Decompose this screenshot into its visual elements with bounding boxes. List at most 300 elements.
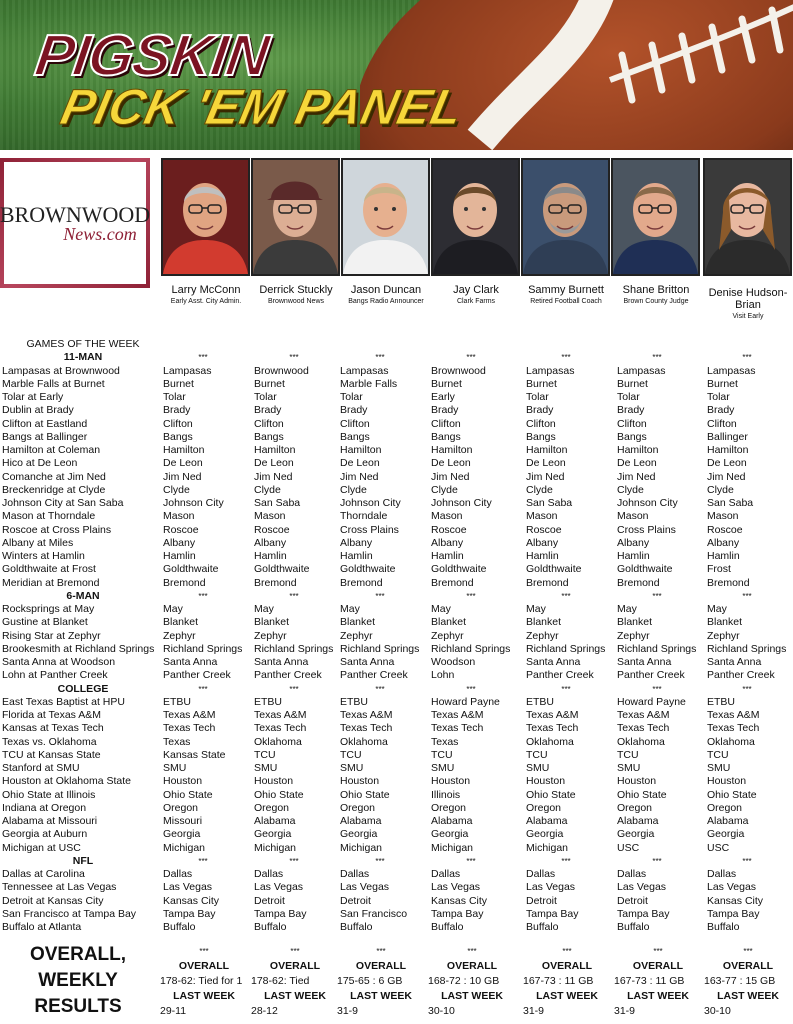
panelist-role: Bangs Radio Announcer bbox=[348, 298, 424, 305]
last-week-record: 31-9 bbox=[614, 1005, 636, 1017]
divider bbox=[0, 150, 793, 158]
pick-cell: Bremond bbox=[163, 576, 206, 589]
pick-cell: ETBU bbox=[163, 695, 192, 708]
banner-title: PIGSKIN bbox=[31, 23, 273, 88]
pick-cell: Dallas bbox=[431, 868, 461, 880]
pick-cell: SMU bbox=[163, 762, 187, 774]
game-row: Michigan at USC bbox=[2, 841, 81, 854]
pick-cell: Hamilton bbox=[431, 444, 473, 456]
pick-cell: Goldthwaite bbox=[340, 563, 396, 576]
section-stars: *** bbox=[652, 353, 662, 363]
panelist-name: Larry McConn bbox=[171, 284, 241, 296]
picks-column bbox=[526, 338, 606, 934]
overall-record: 175-65 : 6 GB bbox=[337, 975, 403, 987]
pick-cell: Santa Anna bbox=[617, 656, 672, 668]
pick-cell: De Leon bbox=[431, 457, 471, 470]
pick-cell: SMU bbox=[254, 762, 278, 774]
pick-cell: Hamlin bbox=[163, 550, 196, 562]
pick-cell: Jim Ned bbox=[340, 470, 379, 483]
panelist-name: Derrick Stuckly bbox=[259, 284, 333, 296]
section-stars: *** bbox=[375, 591, 385, 601]
pick-cell: Cross Plains bbox=[617, 523, 676, 536]
pick-cell: ETBU bbox=[340, 695, 369, 708]
pick-cell: ETBU bbox=[526, 695, 555, 708]
pick-cell: TCU bbox=[254, 748, 276, 761]
game-row: East Texas Baptist at HPU bbox=[2, 695, 125, 708]
pick-cell: Mason bbox=[163, 510, 195, 523]
pick-cell: Detroit bbox=[526, 894, 557, 907]
pick-cell: Richland Springs bbox=[254, 642, 334, 655]
section-header: 11-MAN bbox=[63, 351, 103, 364]
pick-cell: Oklahoma bbox=[340, 735, 388, 748]
pick-cell: Brady bbox=[431, 404, 459, 417]
pick-cell: Blanket bbox=[254, 616, 290, 629]
pick-cell: May bbox=[340, 603, 360, 615]
pick-cell: Burnet bbox=[431, 377, 462, 390]
pick-cell: Johnson City bbox=[163, 497, 224, 509]
panelist-role: Retired Football Coach bbox=[530, 298, 602, 305]
pick-cell: Santa Anna bbox=[254, 656, 309, 668]
pick-cell: Bremond bbox=[526, 576, 569, 589]
overall-label: OVERALL bbox=[178, 960, 230, 972]
panelist-name: Shane Britton bbox=[622, 284, 690, 296]
pick-cell: Las Vegas bbox=[163, 881, 213, 894]
pick-cell: Brownwood bbox=[254, 364, 309, 377]
game-row: Clifton at Eastland bbox=[2, 417, 88, 430]
pick-cell: Texas Tech bbox=[431, 722, 484, 735]
pick-cell: Tampa Bay bbox=[526, 907, 579, 920]
pick-cell: Goldthwaite bbox=[254, 563, 310, 576]
games-header: GAMES OF THE WEEK bbox=[26, 338, 140, 350]
pick-cell: Clifton bbox=[431, 417, 461, 430]
pick-cell: Dallas bbox=[163, 868, 193, 880]
panelist-photo bbox=[431, 158, 520, 276]
pick-cell: Thorndale bbox=[340, 510, 388, 523]
pick-cell: Tolar bbox=[617, 391, 640, 403]
pick-cell: Kansas City bbox=[431, 894, 488, 907]
section-stars: *** bbox=[742, 591, 752, 601]
section-stars: *** bbox=[289, 353, 299, 363]
pick-cell: Dallas bbox=[526, 868, 556, 880]
pick-cell: Hamilton bbox=[526, 444, 568, 456]
pick-cell: Blanket bbox=[340, 616, 376, 629]
section-stars: *** bbox=[466, 856, 476, 866]
pick-cell: SMU bbox=[431, 762, 455, 774]
pick-cell: Bangs bbox=[526, 430, 556, 443]
pick-cell: Buffalo bbox=[340, 921, 373, 933]
pick-cell: Roscoe bbox=[431, 523, 467, 536]
pick-cell: Georgia bbox=[707, 828, 745, 841]
pick-cell: Tolar bbox=[707, 391, 730, 403]
game-row: Detroit at Kansas City bbox=[2, 894, 104, 907]
pick-cell: Mason bbox=[617, 510, 649, 523]
pick-cell: Alabama bbox=[254, 815, 296, 827]
pick-cell: Blanket bbox=[707, 616, 743, 629]
pick-cell: Las Vegas bbox=[526, 881, 576, 894]
pick-cell: Brady bbox=[707, 404, 735, 417]
pick-cell: Johnson City bbox=[617, 497, 678, 509]
panelist-card bbox=[161, 158, 251, 306]
result-stars: *** bbox=[199, 947, 209, 956]
game-row: Roscoe at Cross Plains bbox=[2, 523, 112, 536]
pick-cell: Michigan bbox=[254, 841, 297, 854]
pick-cell: Panther Creek bbox=[254, 669, 322, 682]
pick-cell: San Saba bbox=[707, 497, 754, 509]
pick-cell: May bbox=[254, 603, 274, 615]
pick-cell: Texas Tech bbox=[163, 722, 216, 735]
section-stars: *** bbox=[198, 856, 208, 866]
last-week-record: 29-11 bbox=[160, 1005, 187, 1017]
pick-cell: Zephyr bbox=[526, 629, 559, 642]
pick-cell: SMU bbox=[526, 762, 550, 774]
pick-cell: Hamlin bbox=[707, 550, 740, 562]
pick-cell: Goldthwaite bbox=[431, 563, 487, 576]
game-row: Johnson City at San Saba bbox=[2, 497, 124, 509]
picks-column bbox=[431, 338, 511, 934]
pick-cell: Roscoe bbox=[254, 523, 290, 536]
overall-label: OVERALL bbox=[269, 960, 321, 972]
section-header: COLLEGE bbox=[57, 682, 109, 695]
game-row: Gustine at Blanket bbox=[2, 616, 88, 629]
pick-cell: Alabama bbox=[617, 815, 659, 827]
last-week-label: LAST WEEK bbox=[627, 990, 689, 1002]
pick-cell: Hamlin bbox=[617, 550, 650, 562]
overall-label: OVERALL bbox=[446, 960, 498, 972]
pick-cell: TCU bbox=[340, 748, 362, 761]
pick-cell: Oregon bbox=[526, 801, 562, 814]
game-row: Kansas at Texas Tech bbox=[2, 722, 104, 735]
pick-cell: Georgia bbox=[431, 828, 469, 841]
section-stars: *** bbox=[289, 591, 299, 601]
pick-cell: Johnson City bbox=[340, 497, 401, 509]
pick-cell: Las Vegas bbox=[340, 881, 390, 894]
game-row: TCU at Kansas State bbox=[2, 748, 101, 761]
pick-cell: Albany bbox=[707, 536, 740, 549]
panelist-role: Visit Early bbox=[732, 313, 764, 320]
panelist-role: Early Asst. City Admin. bbox=[170, 298, 242, 305]
pick-cell: Alabama bbox=[526, 815, 568, 827]
pick-cell: Woodson bbox=[431, 656, 476, 668]
section-stars: *** bbox=[742, 353, 752, 363]
game-row: Stanford at SMU bbox=[2, 762, 80, 774]
section-stars: *** bbox=[466, 591, 476, 601]
game-row: Winters at Hamlin bbox=[2, 550, 85, 562]
pick-cell: Richland Springs bbox=[163, 642, 243, 655]
pick-cell: Bangs bbox=[254, 430, 284, 443]
pick-cell: Lampasas bbox=[707, 364, 756, 377]
game-row: Buffalo at Atlanta bbox=[2, 921, 82, 933]
pick-cell: Brady bbox=[617, 404, 645, 417]
pick-cell: Buffalo bbox=[163, 921, 196, 933]
pick-cell: Clyde bbox=[163, 483, 190, 496]
pick-cell: Detroit bbox=[340, 894, 371, 907]
last-week-label: LAST WEEK bbox=[264, 990, 326, 1002]
pick-cell: Goldthwaite bbox=[617, 563, 673, 576]
panelist-photo bbox=[161, 158, 250, 276]
pick-cell: Texas A&M bbox=[431, 709, 484, 721]
sponsor-tagline: News.com bbox=[63, 223, 137, 244]
result-block bbox=[160, 944, 248, 1019]
pick-cell: Texas bbox=[431, 735, 459, 748]
pick-cell: Ballinger bbox=[707, 430, 748, 443]
pick-cell: Houston bbox=[340, 775, 380, 788]
pick-cell: Alabama bbox=[431, 815, 473, 827]
pick-cell: Clyde bbox=[526, 483, 553, 496]
pick-cell: Texas Tech bbox=[254, 722, 307, 735]
section-header: 6-MAN bbox=[66, 589, 100, 602]
game-row: Dublin at Brady bbox=[2, 404, 74, 417]
pick-cell: Clifton bbox=[254, 417, 284, 430]
pick-cell: TCU bbox=[431, 748, 453, 761]
pick-cell: Zephyr bbox=[431, 629, 464, 642]
pick-cell: Alabama bbox=[707, 815, 749, 827]
pick-cell: Richland Springs bbox=[431, 642, 511, 655]
pick-cell: Ohio State bbox=[526, 788, 576, 801]
pick-cell: Bangs bbox=[617, 430, 647, 443]
pick-cell: Albany bbox=[163, 536, 196, 549]
result-block bbox=[428, 944, 516, 1019]
pick-cell: Albany bbox=[431, 536, 464, 549]
pick-cell: Clifton bbox=[617, 417, 647, 430]
pick-cell: Texas Tech bbox=[707, 722, 760, 735]
panelist-photo bbox=[703, 158, 792, 276]
pick-cell: Tampa Bay bbox=[431, 907, 484, 920]
panelist-photo bbox=[341, 158, 430, 276]
pick-cell: Mason bbox=[526, 510, 558, 523]
pick-cell: San Francisco bbox=[340, 907, 408, 920]
panelist-role: Brown County Judge bbox=[623, 298, 689, 305]
pick-cell: Texas Tech bbox=[617, 722, 670, 735]
pick-cell: Tolar bbox=[254, 391, 277, 403]
pick-cell: Tampa Bay bbox=[254, 907, 307, 920]
overall-label: OVERALL bbox=[632, 960, 684, 972]
overall-record: 168-72 : 10 GB bbox=[428, 975, 500, 987]
pick-cell: Richland Springs bbox=[617, 642, 697, 655]
pick-cell: Clifton bbox=[707, 417, 737, 430]
pick-cell: Brady bbox=[526, 404, 554, 417]
pick-cell: Lampasas bbox=[526, 364, 575, 377]
game-row: Rocksprings at May bbox=[2, 603, 95, 615]
result-stars: *** bbox=[653, 947, 663, 956]
pick-cell: Texas A&M bbox=[617, 709, 670, 721]
pick-cell: Blanket bbox=[163, 616, 199, 629]
pick-cell: Zephyr bbox=[707, 629, 740, 642]
panelist-role: Clark Farms bbox=[456, 298, 496, 305]
game-row: Houston at Oklahoma State bbox=[2, 775, 131, 788]
pick-cell: ETBU bbox=[254, 695, 283, 708]
pick-cell: Clyde bbox=[431, 483, 458, 496]
game-row: Comanche at Jim Ned bbox=[2, 470, 106, 483]
section-stars: *** bbox=[466, 684, 476, 694]
panelist-card bbox=[703, 158, 793, 321]
picks-column bbox=[340, 338, 420, 934]
pick-cell: Georgia bbox=[617, 828, 655, 841]
pick-cell: Mason bbox=[431, 510, 463, 523]
game-row: Rising Star at Zephyr bbox=[2, 629, 101, 642]
pick-cell: Bangs bbox=[163, 430, 193, 443]
panelist-photo bbox=[521, 158, 610, 276]
pick-cell: Tampa Bay bbox=[707, 907, 760, 920]
pick-cell: Bangs bbox=[431, 430, 461, 443]
pick-cell: Roscoe bbox=[163, 523, 199, 536]
pick-cell: Buffalo bbox=[254, 921, 287, 933]
pick-cell: Hamlin bbox=[340, 550, 373, 562]
sponsor-logo bbox=[0, 158, 150, 288]
pick-cell: Hamilton bbox=[163, 444, 205, 456]
pick-cell: Houston bbox=[617, 775, 657, 788]
result-block bbox=[251, 944, 339, 1019]
game-row: Ohio State at Illinois bbox=[2, 788, 96, 801]
pick-cell: Panther Creek bbox=[526, 669, 594, 682]
overall-record: 178-62: Tied for 1 bbox=[160, 975, 243, 987]
pick-cell: Georgia bbox=[340, 828, 378, 841]
pick-cell: Ohio State bbox=[254, 788, 304, 801]
last-week-record: 30-10 bbox=[428, 1005, 455, 1017]
pick-cell: Frost bbox=[707, 563, 731, 576]
pick-cell: Michigan bbox=[340, 841, 383, 854]
pick-cell: Santa Anna bbox=[526, 656, 581, 668]
section-stars: *** bbox=[198, 353, 208, 363]
pick-cell: Brady bbox=[163, 404, 191, 417]
panelist-photo bbox=[611, 158, 700, 276]
result-stars: *** bbox=[562, 947, 572, 956]
pick-cell: TCU bbox=[617, 748, 639, 761]
pick-cell: Panther Creek bbox=[163, 669, 231, 682]
pick-cell: Burnet bbox=[163, 377, 194, 390]
pick-cell: Panther Creek bbox=[340, 669, 408, 682]
pick-cell: SMU bbox=[340, 762, 364, 774]
pick-cell: Blanket bbox=[526, 616, 562, 629]
pick-cell: Detroit bbox=[617, 894, 648, 907]
pick-cell: Marble Falls bbox=[340, 377, 398, 390]
pick-cell: Texas Tech bbox=[340, 722, 393, 735]
sponsor-name: BROWNWOOD bbox=[0, 201, 151, 227]
panelist-name: Jay Clark bbox=[453, 284, 499, 296]
pick-cell: Blanket bbox=[431, 616, 467, 629]
pick-cell: Jim Ned bbox=[526, 470, 565, 483]
game-row: Dallas at Carolina bbox=[2, 868, 85, 880]
pick-cell: Ohio State bbox=[707, 788, 757, 801]
pick-cell: De Leon bbox=[617, 457, 657, 470]
pick-cell: Georgia bbox=[526, 828, 564, 841]
pick-cell: Zephyr bbox=[340, 629, 373, 642]
last-week-record: 30-10 bbox=[704, 1005, 731, 1017]
pick-cell: Brady bbox=[340, 404, 368, 417]
game-row: Marble Falls at Burnet bbox=[2, 377, 105, 390]
section-stars: *** bbox=[375, 856, 385, 866]
pick-cell: Bremond bbox=[254, 576, 297, 589]
pick-cell: San Saba bbox=[526, 497, 573, 509]
pick-cell: Illinois bbox=[431, 788, 461, 801]
overall-record: 163-77 : 15 GB bbox=[704, 975, 776, 987]
section-stars: *** bbox=[742, 684, 752, 694]
pick-cell: Panther Creek bbox=[707, 669, 775, 682]
pick-cell: Kansas City bbox=[163, 894, 220, 907]
pick-cell: Santa Anna bbox=[340, 656, 395, 668]
pick-cell: Hamilton bbox=[707, 444, 749, 456]
pick-cell: Jim Ned bbox=[707, 470, 746, 483]
pick-cell: Texas A&M bbox=[163, 709, 216, 721]
pick-cell: Cross Plains bbox=[340, 523, 399, 536]
pick-cell: Buffalo bbox=[707, 921, 740, 933]
banner-subtitle: PICK 'EM PANEL bbox=[56, 79, 468, 135]
panelist-card bbox=[341, 158, 431, 306]
pick-cell: San Saba bbox=[254, 497, 301, 509]
section-stars: *** bbox=[561, 856, 571, 866]
panelist-name: Denise Hudson-Brian bbox=[708, 287, 788, 311]
pick-cell: Buffalo bbox=[526, 921, 559, 933]
pick-cell: Richland Springs bbox=[707, 642, 787, 655]
pick-cell: Las Vegas bbox=[617, 881, 667, 894]
pick-cell: Goldthwaite bbox=[163, 563, 219, 576]
pick-cell: Missouri bbox=[163, 815, 203, 827]
section-stars: *** bbox=[289, 856, 299, 866]
pick-cell: Kansas State bbox=[163, 748, 226, 761]
result-stars: *** bbox=[376, 947, 386, 956]
pick-cell: Brownwood bbox=[431, 364, 486, 377]
pick-cell: ETBU bbox=[707, 695, 736, 708]
overall-record: 167-73 : 11 GB bbox=[523, 975, 594, 987]
game-row: Albany at Miles bbox=[2, 536, 74, 549]
last-week-label: LAST WEEK bbox=[536, 990, 598, 1002]
pick-cell: Bremond bbox=[617, 576, 660, 589]
pick-cell: Hamilton bbox=[340, 444, 382, 456]
pick-cell: Hamlin bbox=[431, 550, 464, 562]
pick-cell: Hamlin bbox=[526, 550, 559, 562]
pick-cell: Albany bbox=[340, 536, 373, 549]
pick-cell: Hamilton bbox=[254, 444, 296, 456]
pick-cell: Oklahoma bbox=[617, 735, 665, 748]
pick-cell: Lampasas bbox=[340, 364, 389, 377]
picks-column bbox=[617, 338, 697, 934]
pick-cell: Texas Tech bbox=[526, 722, 579, 735]
pick-cell: De Leon bbox=[707, 457, 747, 470]
pick-cell: Oklahoma bbox=[707, 735, 755, 748]
banner bbox=[0, 0, 793, 150]
pick-cell: Dallas bbox=[707, 868, 737, 880]
last-week-record: 31-9 bbox=[337, 1005, 359, 1017]
pick-cell: Hamilton bbox=[617, 444, 659, 456]
section-stars: *** bbox=[375, 684, 385, 694]
pick-cell: USC bbox=[617, 841, 640, 854]
section-stars: *** bbox=[375, 353, 385, 363]
section-stars: *** bbox=[561, 591, 571, 601]
panelist-photo bbox=[251, 158, 340, 276]
pick-cell: Texas bbox=[163, 735, 191, 748]
pick-cell: Las Vegas bbox=[431, 881, 481, 894]
pick-cell: Hamlin bbox=[254, 550, 287, 562]
panelist-card bbox=[431, 158, 521, 306]
pick-cell: Clyde bbox=[254, 483, 281, 496]
pick-cell: Clifton bbox=[340, 417, 370, 430]
pick-cell: Howard Payne bbox=[617, 695, 686, 708]
game-row: Hico at De Leon bbox=[2, 457, 78, 470]
panelist-card bbox=[251, 158, 341, 306]
pick-cell: Oregon bbox=[707, 801, 743, 814]
pick-cell: Goldthwaite bbox=[526, 563, 582, 576]
pick-cell: Tolar bbox=[526, 391, 549, 403]
pick-cell: Oregon bbox=[254, 801, 290, 814]
section-stars: *** bbox=[198, 684, 208, 694]
pick-cell: De Leon bbox=[340, 457, 380, 470]
pick-cell: Santa Anna bbox=[163, 656, 218, 668]
pick-cell: Jim Ned bbox=[163, 470, 202, 483]
game-row: Goldthwaite at Frost bbox=[2, 563, 96, 576]
pick-cell: Richland Springs bbox=[526, 642, 606, 655]
overall-record: 167-73 : 11 GB bbox=[614, 975, 685, 987]
pick-cell: Houston bbox=[163, 775, 203, 788]
result-stars: *** bbox=[290, 947, 300, 956]
